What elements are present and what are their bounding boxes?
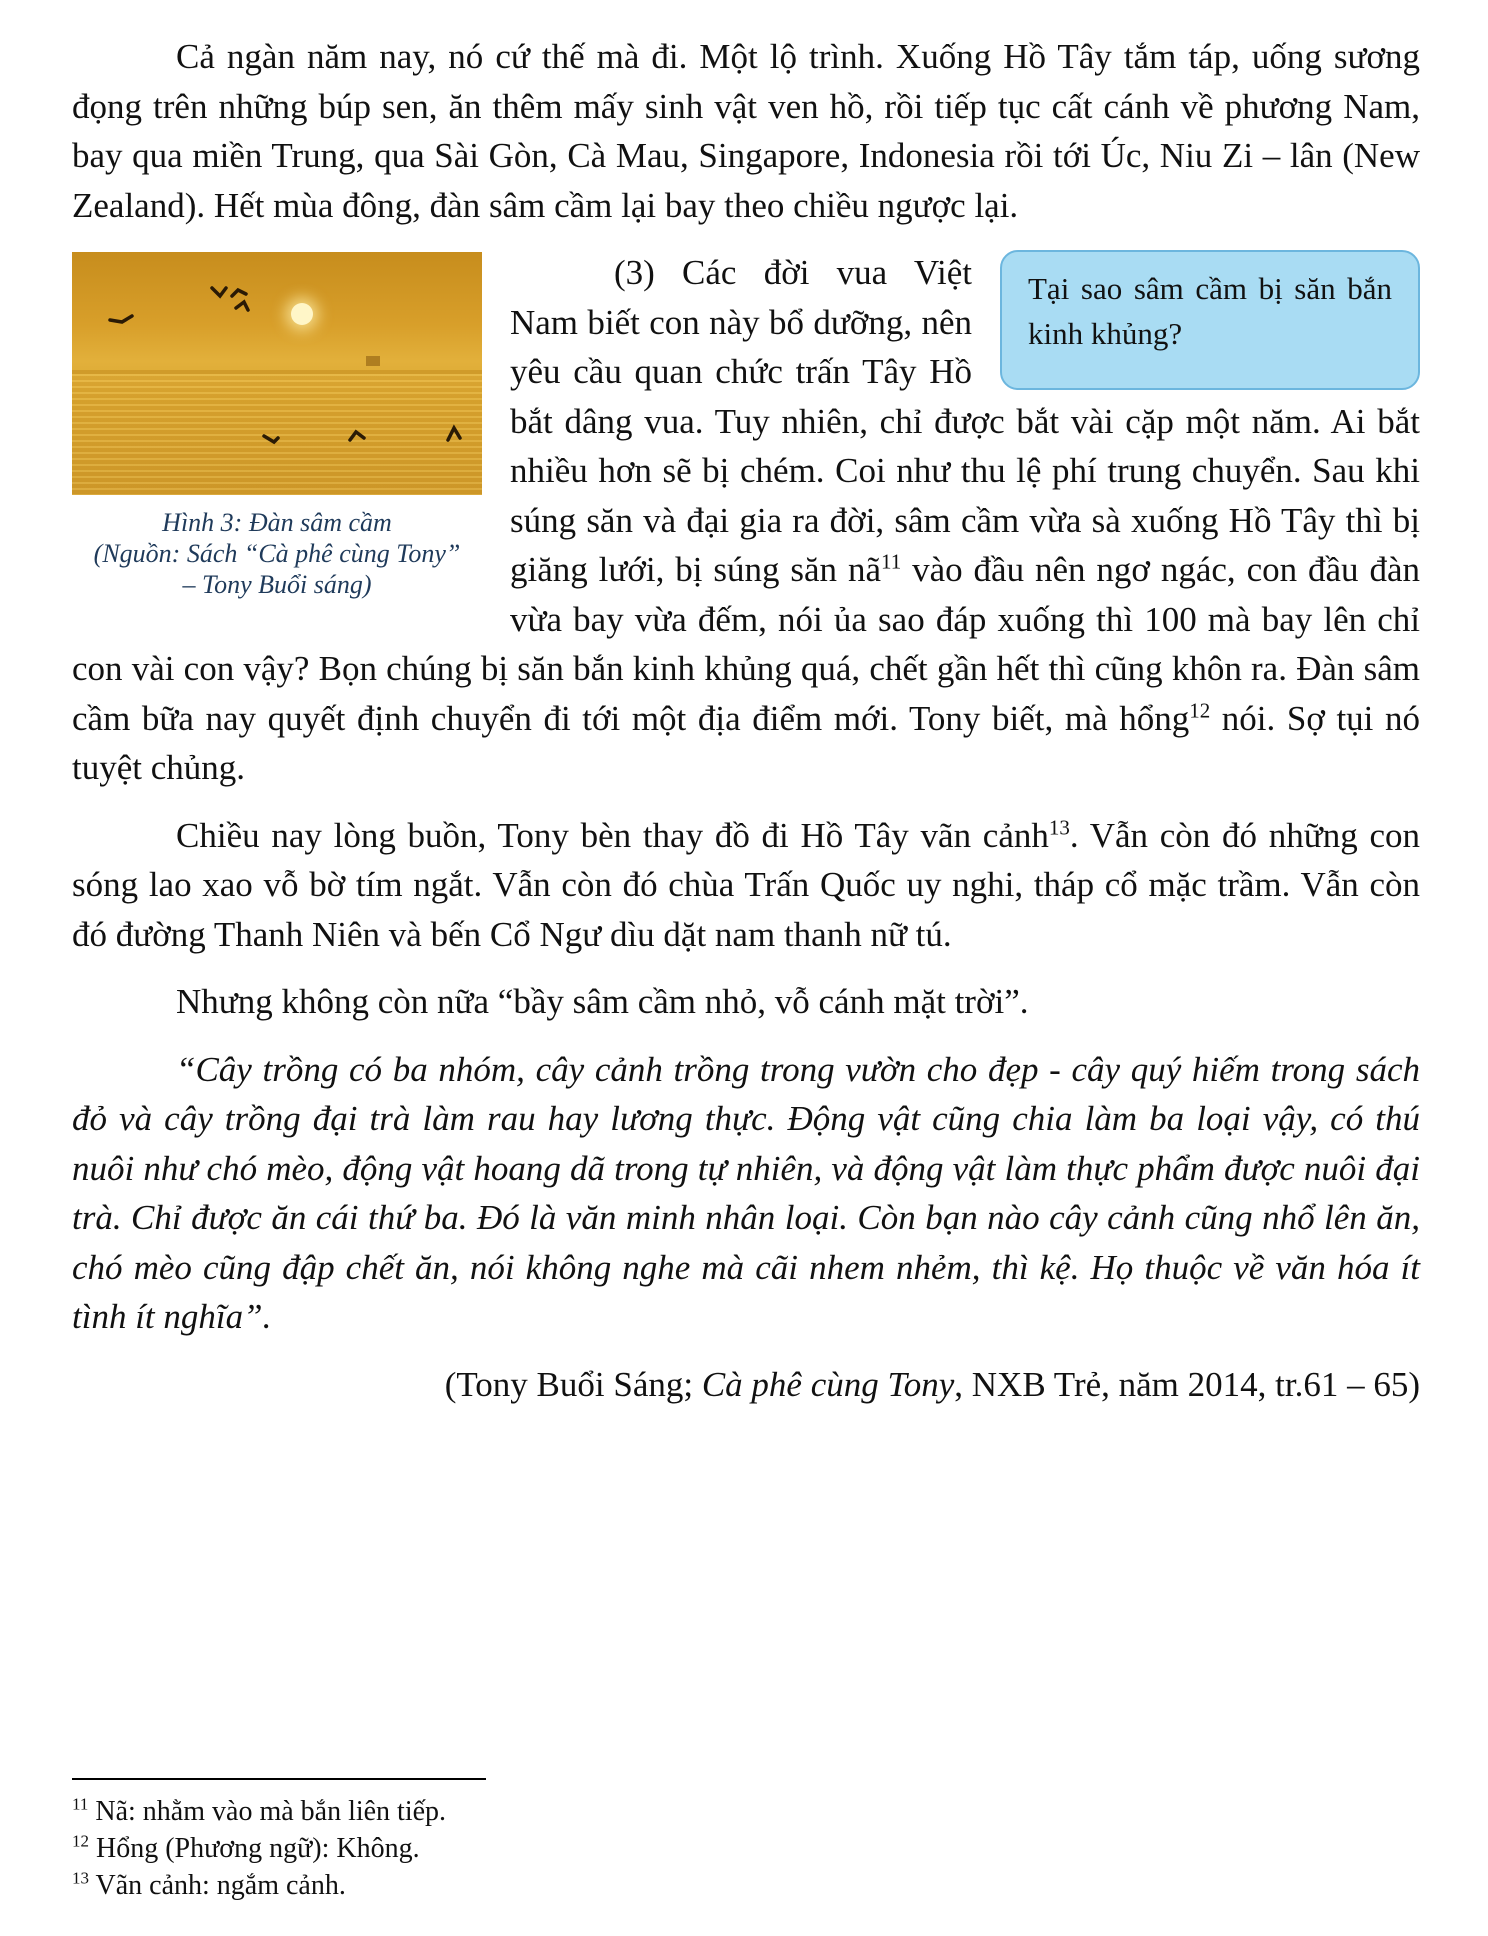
bird-icon [232, 290, 246, 296]
callout-wrapper [1000, 248, 1420, 388]
paragraph-3 [72, 811, 1420, 960]
photo-birds-sunset [72, 252, 482, 495]
footnote-text: Hổng (Phương ngữ): Không. [89, 1833, 420, 1864]
bird-icon [236, 302, 248, 310]
footnote-ref-11: 11 [880, 549, 902, 574]
footnote-number: 11 [72, 1794, 89, 1814]
footnote-13 [72, 1867, 446, 1904]
question-callout: Tại sao sâm cầm bị săn bắn kinh khủng? [1000, 250, 1420, 390]
bird-icon [264, 436, 278, 442]
paragraph-3-part-b: . Vẫn còn đó những con sóng lao xao vỗ bờ tím ngắt. Vẫn còn đó chùa Trấn Quốc uy nghi, tháp cổ mặc trầm. Vẫn còn đó đường Thanh Niên và bến Cổ Ngư dìu dặt nam thanh nữ tú. [72, 815, 1420, 954]
footnote-number: 13 [72, 1868, 89, 1888]
bird-icon [110, 316, 132, 322]
paragraph-2-block [72, 248, 1420, 793]
paragraph-1: Cả ngàn năm nay, nó cứ thế mà đi. Một lộ trình. Xuống Hồ Tây tắm táp, uống sương đọng trên những búp sen, ăn thêm mấy sinh vật ven hồ, rồi tiếp tục cất cánh về phương Nam, bay qua miền Trung, qua Sài Gòn, Cà Mau, Singapore, Indonesia rồi tới Úc, Niu Zi – lân (New Zealand). Hết mùa đông, đàn sâm cầm lại bay theo chiều ngược lại. [72, 37, 1420, 225]
paragraph-5-quote: “Cây trồng có ba nhóm, cây cảnh trồng trong vườn cho đẹp - cây quý hiếm trong sách đỏ và cây trồng đại trà làm rau hay lương thực. Động vật cũng chia làm ba loại vậy, có thú nuôi như chó mèo, động vật hoang dã trong tự nhiên, và động vật làm thực phẩm được nuôi đại trà. Chỉ được ăn cái thứ ba. Đó là văn minh nhân loại. Còn bạn nào cây cảnh cũng nhổ lên ăn, chó mèo cũng đập chết ăn, nói không nghe mà cãi nhem nhẻm, thì kệ. Họ thuộc về văn hóa ít tình ít nghĩa”. [72, 1049, 1420, 1336]
caption-line-3: – Tony Buổi sáng) [182, 570, 372, 599]
birds-silhouettes [72, 252, 482, 495]
source-citation [72, 1360, 1420, 1410]
footnote-12 [72, 1830, 446, 1867]
bird-icon [212, 288, 226, 296]
footnote-text: Nã: nhằm vào mà bắn liên tiếp. [88, 1796, 447, 1827]
bird-icon [350, 432, 364, 440]
paragraph-2-part-a: (3) Các đời vua Việt Nam biết con này bổ dưỡng, nên yêu cầu quan chức trấn Tây Hồ bắt dâng vua. Tuy nhiên, chỉ được bắt vài cặp một năm. Ai bắt nhiều hơn sẽ bị chém. Coi như thu lệ phí trung chuyển. Sau khi súng săn và đại gia ra đời, sâm cầm vừa sà xuống Hồ Tây thì bị giăng lưới, bị súng săn nã [510, 253, 1420, 589]
caption-line-2: (Nguồn: Sách “Cà phê cùng Tony” [93, 539, 461, 568]
footnote-ref-13: 13 [1048, 814, 1070, 839]
footnote-11 [72, 1793, 446, 1830]
paragraph-4: Nhưng không còn nữa “bầy sâm cầm nhỏ, vỗ cánh mặt trời”. [176, 982, 1029, 1021]
paragraph-2-part-c: nói. Sợ tụi nó tuyệt chủng. [72, 698, 1420, 787]
paragraph-3-part-a: Chiều nay lòng buồn, Tony bèn thay đồ đi Hồ Tây vãn cảnh [176, 815, 1049, 855]
source-book-title: Cà phê cùng Tony [701, 1364, 955, 1404]
paragraph-2-part-b: vào đầu nên ngơ ngác, con đầu đàn vừa bay vừa đếm, nói ủa sao đáp xuống thì 100 mà bay lên chỉ con vài con vậy? Bọn chúng bị săn bắn kinh khủng quá, chết gần hết thì cũng khôn ra. Đàn sâm cầm bữa nay quyết định chuyển đi tới một địa điểm mới. Tony biết, mà hổng [72, 550, 1420, 738]
page-body [72, 32, 1420, 1409]
figure-caption [72, 507, 482, 600]
footnote-text: Vãn cảnh: ngắm cảnh. [89, 1870, 346, 1901]
footnote-number: 12 [72, 1831, 89, 1851]
footnote-ref-12: 12 [1189, 697, 1211, 722]
source-suffix: , NXB Trẻ, năm 2014, tr.61 – 65) [954, 1364, 1420, 1404]
caption-line-1: Hình 3: Đàn sâm cầm [162, 508, 392, 537]
footnotes [72, 1793, 446, 1904]
bird-icon [448, 428, 460, 440]
source-prefix: (Tony Buổi Sáng; [444, 1364, 702, 1404]
figure [72, 248, 487, 620]
footnote-divider [72, 1778, 486, 1780]
